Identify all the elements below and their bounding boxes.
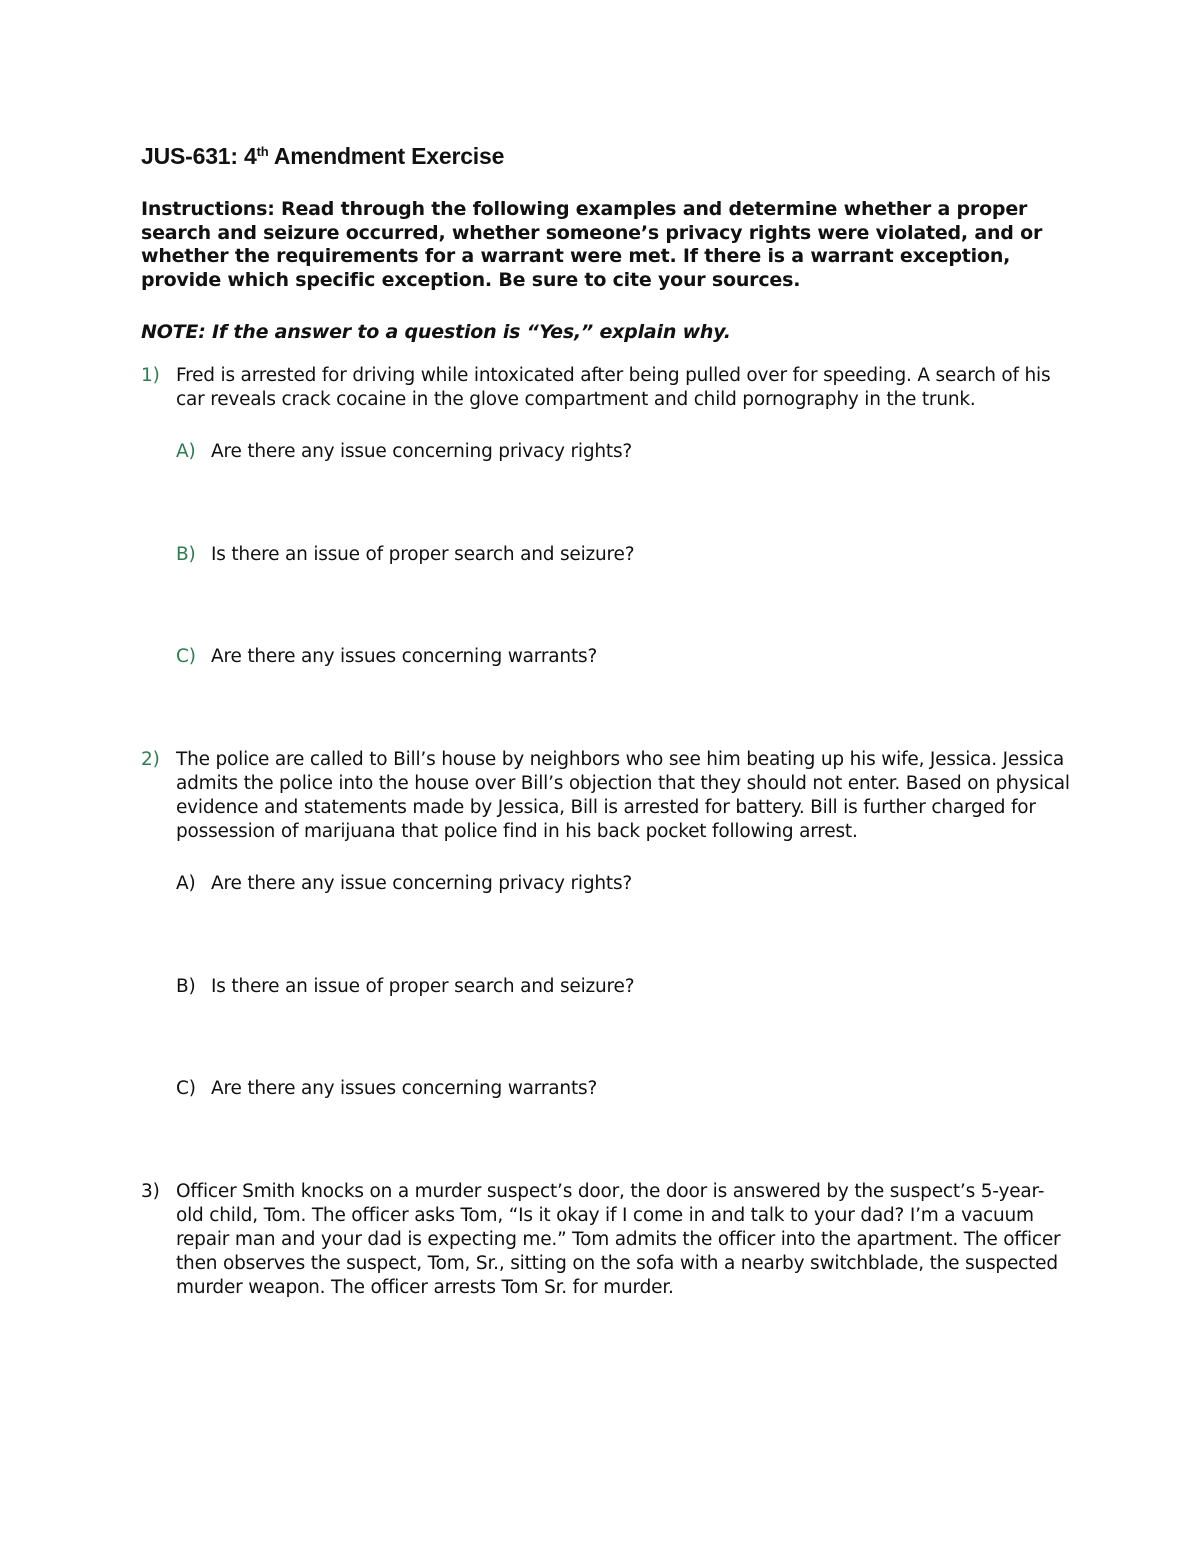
- instructions-paragraph: Instructions: Read through the following examples and determine whether a proper search and seizure occurred, whether someone’s privacy rights were violated, and or whether the requirements for a warrant were met. If there is a warrant exception, provide which specific exception. Be sure to cite your sources.: [141, 198, 1043, 291]
- question-3: [141, 1180, 1071, 1300]
- question-1-sub-a: [176, 440, 1071, 464]
- sub-text: Is there an issue of proper search and seizure?: [211, 544, 635, 565]
- sub-letter: A): [176, 873, 196, 894]
- question-number: 3): [141, 1181, 160, 1202]
- sub-letter: A): [176, 441, 196, 462]
- sub-letter: C): [176, 646, 196, 667]
- sub-letter: C): [176, 1078, 196, 1099]
- question-1-sub-c: [176, 645, 1071, 669]
- question-1: [141, 364, 1071, 412]
- question-text: Officer Smith knocks on a murder suspect’s door, the door is answered by the suspect’s 5-year-old child, Tom. The officer asks Tom, “Is it okay if I come in and talk to your dad? I’m a vacuum repair man and your dad is expecting me.” Tom admits the officer into the apartment. The officer then observes the suspect, Tom, Sr., sitting on the sofa with a nearby switchblade, the suspected murder weapon. The officer arrests Tom Sr. for murder.: [176, 1181, 1061, 1298]
- document-page: [141, 140, 1071, 1300]
- question-2: [141, 748, 1071, 844]
- question-2-sub-b: [176, 975, 1071, 999]
- sub-letter: B): [176, 976, 196, 997]
- question-text: Fred is arrested for driving while intoxicated after being pulled over for speeding. A search of his car reveals crack cocaine in the glove compartment and child pornography in the trunk.: [176, 365, 1051, 410]
- document-title: [141, 140, 1071, 172]
- title-prefix: JUS-631: 4: [141, 143, 257, 169]
- note-paragraph: NOTE: If the answer to a question is “Yes,” explain why.: [141, 321, 731, 343]
- question-number: 1): [141, 365, 160, 386]
- sub-text: Are there any issue concerning privacy rights?: [211, 441, 632, 462]
- question-2-sub-a: [176, 872, 1071, 896]
- question-1-sub-b: [176, 543, 1071, 567]
- question-text: The police are called to Bill’s house by neighbors who see him beating up his wife, Jessica. Jessica admits the police into the house over Bill’s objection that they should not enter. Based on physical evidence and statements made by Jessica, Bill is arrested for battery. Bill is further charged for possession of marijuana that police find in his back pocket following arrest.: [176, 749, 1070, 842]
- question-2-sub-c: [176, 1077, 1071, 1101]
- sub-letter: B): [176, 544, 196, 565]
- question-number: 2): [141, 749, 160, 770]
- sub-text: Are there any issues concerning warrants?: [211, 646, 598, 667]
- title-suffix: Amendment Exercise: [268, 143, 505, 169]
- sub-text: Is there an issue of proper search and seizure?: [211, 976, 635, 997]
- sub-text: Are there any issues concerning warrants?: [211, 1078, 598, 1099]
- title-superscript: th: [256, 144, 269, 159]
- sub-text: Are there any issue concerning privacy rights?: [211, 873, 632, 894]
